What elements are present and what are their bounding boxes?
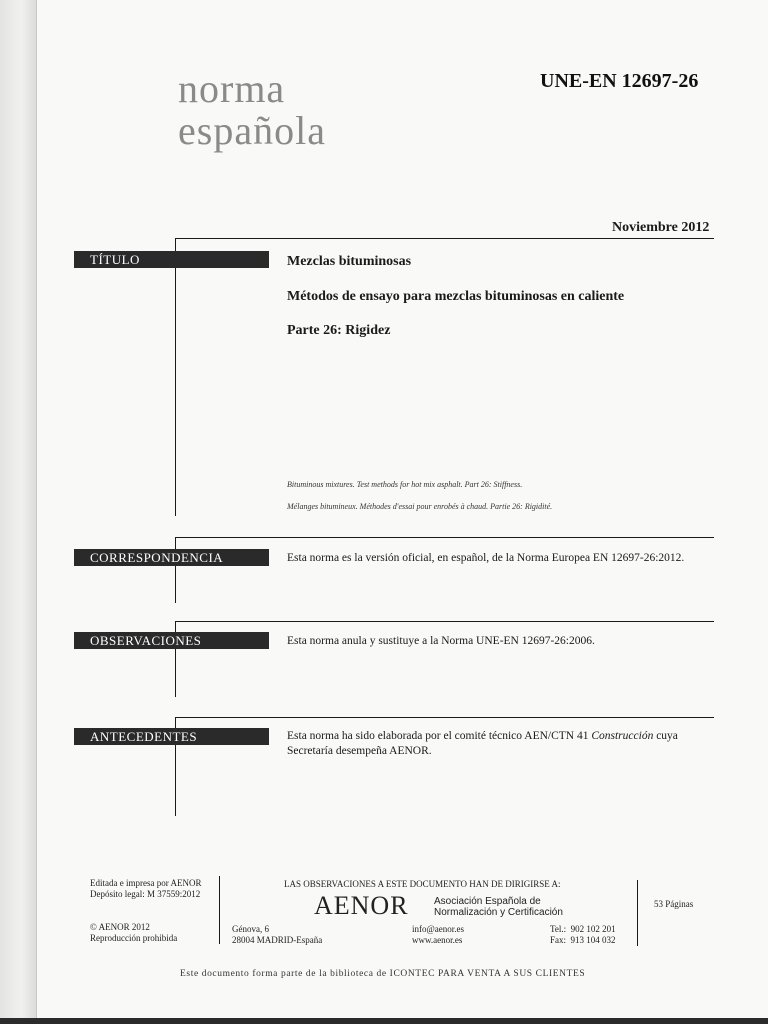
titulo-label: TÍTULO (74, 251, 269, 268)
publication-date: Noviembre 2012 (612, 220, 710, 235)
library-note: Este documento forma parte de la biblioteca de ICONTEC PARA VENTA A SUS CLIENTES (180, 969, 586, 979)
correspondencia-rule (175, 537, 714, 538)
footer-divider-right (637, 880, 638, 946)
footer-edited: Editada e impresa por AENOR (90, 878, 202, 888)
binding-edge (0, 0, 36, 1024)
title-english: Bituminous mixtures. Test methods for hot mix asphalt. Part 26: Stiffness. (287, 480, 523, 489)
assoc-line-2: Normalización y Certificación (434, 907, 563, 918)
footer-copyright: © AENOR 2012 (90, 922, 150, 932)
standard-code: UNE-EN 12697-26 (540, 70, 699, 92)
antecedentes-text-italic: Construcción (591, 730, 654, 742)
antecedentes-text (287, 729, 717, 759)
observaciones-rule (175, 621, 714, 622)
observaciones-label: OBSERVACIONES (74, 632, 269, 649)
antecedentes-label: ANTECEDENTES (74, 728, 269, 745)
brand-line-1: norma (178, 66, 286, 111)
antecedentes-rule (175, 717, 714, 718)
footer-fax: Fax: 913 104 032 (550, 935, 616, 945)
footer-address-2: 28004 MADRID-España (232, 935, 323, 945)
footer-reproduction: Reproducción prohibida (90, 933, 178, 943)
brand-line-2: española (178, 108, 326, 153)
correspondencia-label: CORRESPONDENCIA (74, 549, 269, 566)
antecedentes-text-before: Esta norma ha sido elaborada por el comité técnico AEN/CTN 41 (287, 730, 592, 742)
antecedentes-text-after: cuya (653, 730, 678, 742)
title-line-1: Mezclas bituminosas (287, 254, 412, 269)
title-line-2: Métodos de ensayo para mezclas bituminosas en caliente (287, 289, 625, 304)
title-line-3: Parte 26: Rigidez (287, 323, 391, 338)
scan-bottom-edge (0, 1018, 768, 1024)
footer-address-1: Génova, 6 (232, 924, 269, 934)
footer-web: www.aenor.es (412, 935, 463, 945)
aenor-logo: AENOR (314, 891, 409, 920)
footer-tel: Tel.: 902 102 201 (550, 924, 616, 934)
correspondencia-text: Esta norma es la versión oficial, en español, de la Norma Europea EN 12697-26:2012. (287, 552, 685, 564)
titulo-vertical (175, 238, 176, 516)
footer-observations: LAS OBSERVACIONES A ESTE DOCUMENTO HAN DE DIRIGIRSE A: (284, 879, 561, 889)
title-french: Mélanges bitumineux. Méthodes d'essai pour enrobés à chaud. Partie 26: Rigidité. (287, 502, 553, 511)
footer-deposit: Depósito legal: M 37559:2012 (90, 889, 201, 899)
antecedentes-text-line2: Secretaría desempeña AENOR. (287, 745, 432, 757)
titulo-rule (175, 238, 714, 239)
footer-pages: 53 Páginas (654, 899, 694, 909)
footer-email: info@aenor.es (412, 924, 465, 934)
observaciones-text: Esta norma anula y sustituye a la Norma UNE-EN 12697-26:2006. (287, 635, 595, 647)
footer-divider-left (219, 876, 220, 944)
correspondencia-vertical (175, 537, 176, 603)
assoc-line-1: Asociación Española de (434, 896, 541, 907)
